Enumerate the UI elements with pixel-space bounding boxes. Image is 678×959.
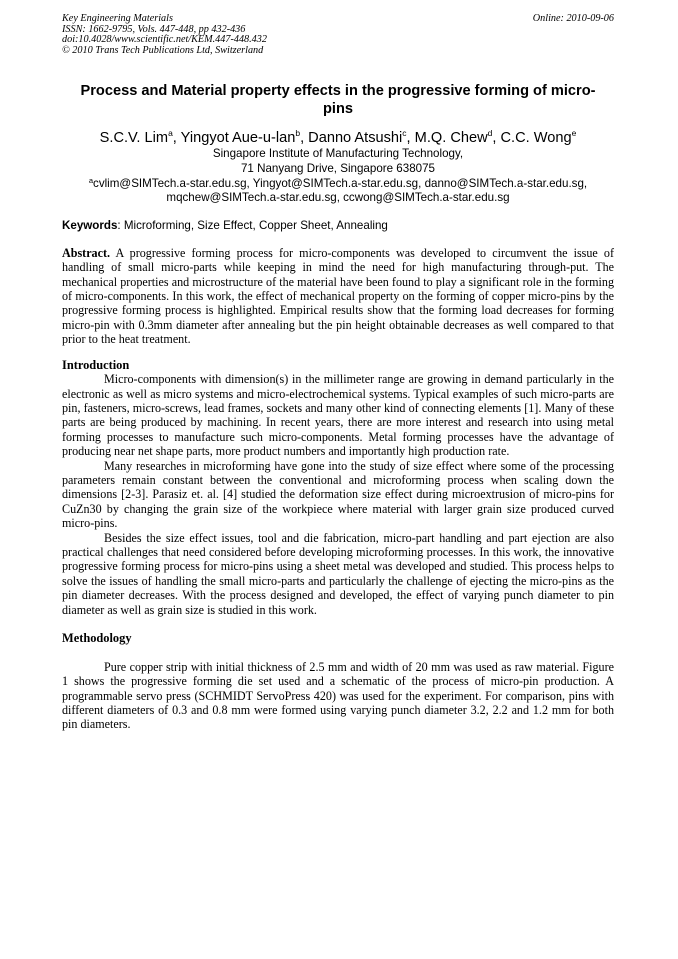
abstract (62, 246, 614, 347)
keywords-label: Keywords (62, 218, 118, 232)
body-paragraph: Micro-components with dimension(s) in the millimeter range are growing in demand particularly in the electronic as well as micro systems and micro-electrochemical systems. Typical examples of such micro-parts are pin, fasteners, micro-screws, lead frames, sockets and many other kind of connecting elements [1]. Many of these parts are being produced by machining. In recent years, there are more interest and research into using metal forming processes to manufacture such micro-components. Metal forming processes have the advantage of producing near net shape parts, more product numbers and importantly high production rate. (62, 372, 614, 459)
paper-title: Process and Material property effects in the progressive forming of micro-pins (80, 83, 596, 118)
author-superscript: b (295, 128, 301, 139)
author-superscript: d (487, 128, 493, 139)
online-date: Online: 2010-09-06 (532, 13, 614, 24)
author-name: Yingyot Aue-u-lan (180, 130, 296, 147)
affiliation-address: 71 Nanyang Drive, Singapore 638075 (240, 161, 435, 175)
body-paragraph: Many researches in microforming have gone into the study of size effect where some of the processing parameters remain constant between the conventional and microforming process when scaling down the dimensions [2-3]. Parasiz et. al. [4] studied the deformation size effect during microextrusion of micro-pins for CuZn30 by changing the grain size of the workpiece where material with larger grain size produced curved micro-pins. (62, 458, 614, 531)
author-list: S.C.V. Lim$^a$, Yingyot Aue-u-lan$^b$, Danno Atsushi$^c$, M.Q. Chew$^d$, C.C. Wong$^e$ (99, 128, 577, 147)
keywords (62, 219, 614, 233)
author-emails: cvlim@SIMTech.a-star.edu.sg, Yingyot@SIMTech.a-star.edu.sg, danno@SIMTech.a-star.edu.sg, (93, 176, 588, 190)
body-paragraph: Pure copper strip with initial thickness of 2.5 mm and width of 20 mm was used as raw material. Figure 1 shows the progressive forming die set used and a schematic of the process of micro-pin production. A programmable servo press (SCHMIDT ServoPress 420) was used for the experiment. For comparison, pins with different diameters of 0.3 and 0.8 mm were formed using varying punch diameter 3.2, 2.2 and 1.2 mm for both pin diameters. (62, 659, 614, 732)
author-superscript: e (571, 128, 577, 139)
body-paragraph: Besides the size effect issues, tool and die fabrication, micro-part handling and part ejection are also practical challenges that need considered before developing microforming processes. In this work, the innovative progressive forming process for micro-pins using a sheet metal was developed and studied. This process helps to solve the issues of handling the small micro-parts and particularly the challenge of ejecting the micro-pins as the pin diameter decreases. With the process designed and developed, the effect of varying punch diameter to pin diameter as well as grain size is studied in this work. (62, 530, 614, 617)
abstract-label: Abstract. (62, 245, 111, 260)
introduction-heading: Introduction (62, 357, 130, 372)
paper-page (62, 14, 614, 732)
journal-header (62, 14, 614, 56)
email-line (62, 177, 614, 192)
journal-issn: ISSN: 1662-9795, Vols. 447-448, pp 432-436 (62, 23, 246, 35)
journal-doi: doi:10.4028/www.scientific.net/KEM.447-448.432 (62, 34, 267, 46)
journal-name: Key Engineering Materials (62, 13, 173, 24)
author-name: C.C. Wong (500, 130, 572, 147)
email-superscript: a (88, 175, 94, 185)
keywords-text: : Microforming, Size Effect, Copper Sheet, Annealing (117, 218, 388, 232)
journal-copyright: © 2010 Trans Tech Publications Ltd, Switzerland (62, 44, 264, 56)
methodology-heading: Methodology (62, 631, 132, 646)
author-name: M.Q. Chew (414, 130, 488, 147)
author-superscript: c (402, 128, 407, 139)
author-name: S.C.V. Lim (99, 130, 169, 147)
abstract-text: A progressive forming process for micro-components was developed to circumvent the issue of handling of small micro-parts while keeping in mind the need for high manufacturing through-put. The mechanical properties and microstructure of the material have been found to play a significant role in the forming of micro-components. In this work, the effect of mechanical property on the forming of copper micro-pins by the progressive forming process is highlighted. Empirical results show that the forming load decreases for forming micro-pin with 0.3mm diameter after annealing but the pin height obtainable decreases as well compared to that prior to the heat treatment. (62, 245, 614, 347)
author-superscript: a (168, 128, 173, 139)
author-name: Danno Atsushi (308, 130, 403, 147)
affiliation (62, 147, 614, 205)
author-emails-line2: mqchew@SIMTech.a-star.edu.sg, ccwong@SIMTech.a-star.edu.sg (166, 191, 510, 205)
affiliation-institute: Singapore Institute of Manufacturing Technology, (212, 147, 464, 161)
